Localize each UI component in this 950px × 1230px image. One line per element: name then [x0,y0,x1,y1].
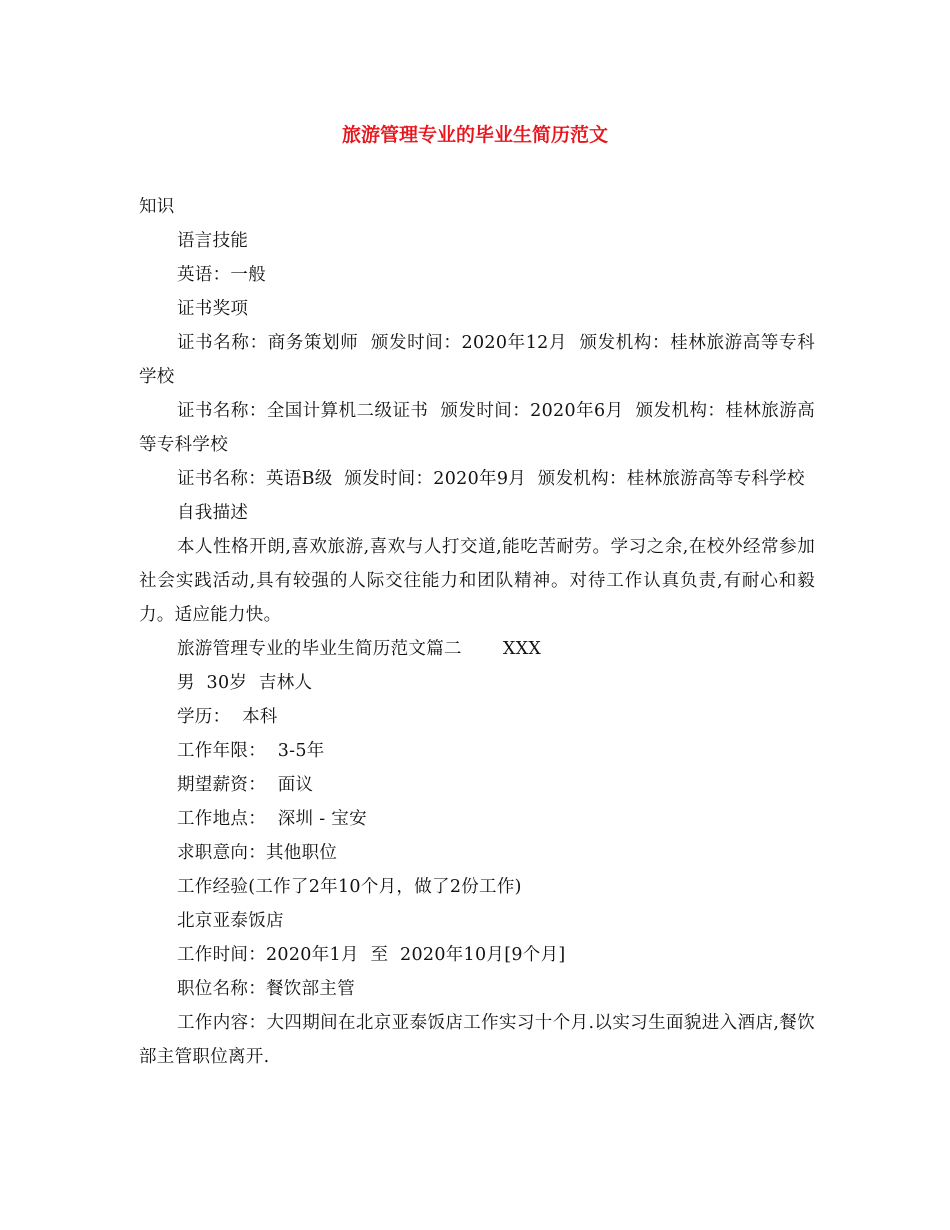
paragraph-self-description: 本人性格开朗,喜欢旅游,喜欢与人打交道,能吃苦耐劳。学习之余,在校外经常参加社会实践活动,具有较强的人际交往能力和团队精神。对待工作认真负责,有耐心和毅力。适应能力快。 [139,537,815,625]
paragraph-expected-salary: 期望薪资： 面议 [177,775,314,795]
paragraph-english-level: 英语：一般 [177,265,266,285]
paragraph-work-years: 工作年限： 3-5年 [177,741,325,761]
paragraph-certificates-heading: 证书奖项 [177,299,249,319]
paragraph-position: 职位名称：餐饮部主管 [177,979,355,999]
paragraph-basic-info: 男 30岁 吉林人 [177,673,313,693]
paragraph-certificate-1: 证书名称：商务策划师 颁发时间：2020年12月 颁发机构：桂林旅游高等专科学校 [139,333,815,387]
document-body [139,190,815,1074]
paragraph-knowledge-heading: 知识 [139,197,175,217]
paragraph-education: 学历： 本科 [177,707,278,727]
paragraph-work-experience-heading: 工作经验(工作了2年10个月，做了2份工作) [177,877,522,897]
paragraph-work-content: 工作内容：大四期间在北京亚泰饭店工作实习十个月.以实习生面貌进入酒店,餐饮部主管职位离开. [139,1013,815,1067]
paragraph-work-period: 工作时间：2020年1月 至 2020年10月[9个月] [177,945,566,965]
paragraph-language-skills: 语言技能 [177,231,249,251]
paragraph-employer: 北京亚泰饭店 [177,911,284,931]
paragraph-certificate-2: 证书名称：全国计算机二级证书 颁发时间：2020年6月 颁发机构：桂林旅游高等专科学校 [139,401,815,455]
paragraph-job-intention: 求职意向：其他职位 [177,843,338,863]
paragraph-certificate-3: 证书名称：英语B级 颁发时间：2020年9月 颁发机构：桂林旅游高等专科学校 [177,469,805,489]
paragraph-second-resume-title: 旅游管理专业的毕业生简历范文篇二 XXX [177,639,542,659]
document-title: 旅游管理专业的毕业生简历范文 [341,124,608,146]
paragraph-work-location: 工作地点： 深圳 - 宝安 [177,809,367,829]
paragraph-self-description-heading: 自我描述 [177,503,249,523]
